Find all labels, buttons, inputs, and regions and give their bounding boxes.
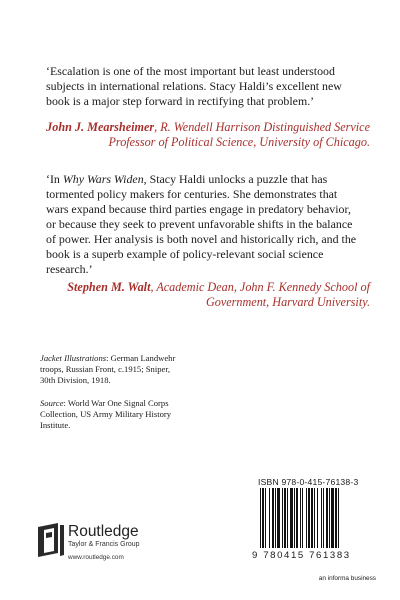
quote-line: book is a major step forward in rectifying that problem.’ — [46, 94, 315, 108]
barcode-bar — [284, 488, 286, 548]
barcode-bar — [323, 488, 324, 548]
source-note — [40, 398, 210, 431]
informa-tagline: an informa business — [318, 575, 376, 582]
barcode — [252, 488, 374, 572]
barcode-bar — [282, 488, 283, 548]
publisher-url[interactable]: www.routledge.com — [68, 554, 124, 561]
barcode-bar — [287, 488, 288, 548]
attribution-walt — [67, 280, 370, 310]
note-text: Institute. — [40, 420, 71, 430]
barcode-bar — [331, 488, 334, 548]
barcode-bar — [294, 488, 295, 548]
note-label: Source — [40, 398, 64, 408]
attribution-title: Professor of Political Science, University of Chicago. — [108, 135, 370, 149]
quote-line: subjects in international relations. Stacy Haldi’s excellent new — [46, 79, 342, 93]
quote-mearsheimer — [46, 64, 368, 109]
barcode-digits: 9 780415 761383 — [252, 550, 351, 561]
barcode-bar — [290, 488, 293, 548]
note-text: 30th Division, 1918. — [40, 375, 111, 385]
barcode-bar — [260, 488, 261, 548]
note-text: : German Landwehr — [106, 353, 176, 363]
barcode-bar — [296, 488, 298, 548]
attribution-name: Stephen M. Walt — [67, 280, 151, 294]
attribution-title: Government, Harvard University. — [205, 295, 370, 309]
barcode-bar — [308, 488, 310, 548]
quote-line: or because they seek to prevent unfavorable shifts in the balance — [46, 217, 353, 231]
publisher-group: Taylor & Francis Group — [68, 541, 140, 548]
publisher-block — [68, 523, 140, 563]
quote-line: ‘Escalation is one of the most important but least understood — [46, 64, 335, 78]
barcode-bar — [338, 488, 339, 548]
barcode-bar — [335, 488, 337, 548]
routledge-logo-icon — [36, 521, 66, 559]
barcode-bar — [275, 488, 276, 548]
barcode-bar — [311, 488, 313, 548]
quote-text: ‘In — [46, 172, 63, 186]
attribution-mearsheimer — [46, 120, 370, 150]
barcode-bar — [272, 488, 274, 548]
barcode-bar — [317, 488, 318, 548]
publisher-name: Routledge — [68, 523, 139, 540]
barcode-bar — [321, 488, 322, 548]
jacket-illustrations-note — [40, 353, 210, 386]
isbn-text: ISBN 978-0-415-76138-3 — [258, 477, 359, 487]
attribution-title: , Academic Dean, John F. Kennedy School of — [150, 280, 370, 294]
barcode-bar — [302, 488, 303, 548]
note-text: : World War One Signal Corps — [63, 398, 169, 408]
quote-line: book is a superb example of policy-relevant social science — [46, 247, 324, 261]
barcode-bar — [306, 488, 307, 548]
note-text: Collection, US Army Military History — [40, 409, 172, 419]
barcode-bar — [262, 488, 264, 548]
barcode-bar — [300, 488, 301, 548]
barcode-bar — [329, 488, 330, 548]
quote-line: research.’ — [46, 262, 93, 276]
quote-text: , Stacy Haldi unlocks a puzzle that has — [143, 172, 328, 186]
barcode-bar — [269, 488, 270, 548]
quote-line: tormented policy makers for centuries. She demonstrates that — [46, 187, 338, 201]
note-label: Jacket Illustrations — [40, 353, 107, 363]
barcode-bar — [326, 488, 328, 548]
quote-line: wars expand because third parties engage in predatory behavior, — [46, 202, 351, 216]
barcode-bar — [265, 488, 266, 548]
barcode-bar — [314, 488, 315, 548]
attribution-name: John J. Mearsheimer — [46, 120, 155, 134]
barcode-bars — [252, 488, 374, 550]
quote-line: of power. Her analysis is both novel and historically rich, and the — [46, 232, 357, 246]
book-title: Why Wars Widen — [62, 172, 144, 186]
attribution-title: , R. Wendell Harrison Distinguished Service — [154, 120, 370, 134]
quote-walt — [46, 172, 368, 277]
note-text: troops, Russian Front, c.1915; Sniper, — [40, 364, 170, 374]
barcode-bar — [277, 488, 280, 548]
